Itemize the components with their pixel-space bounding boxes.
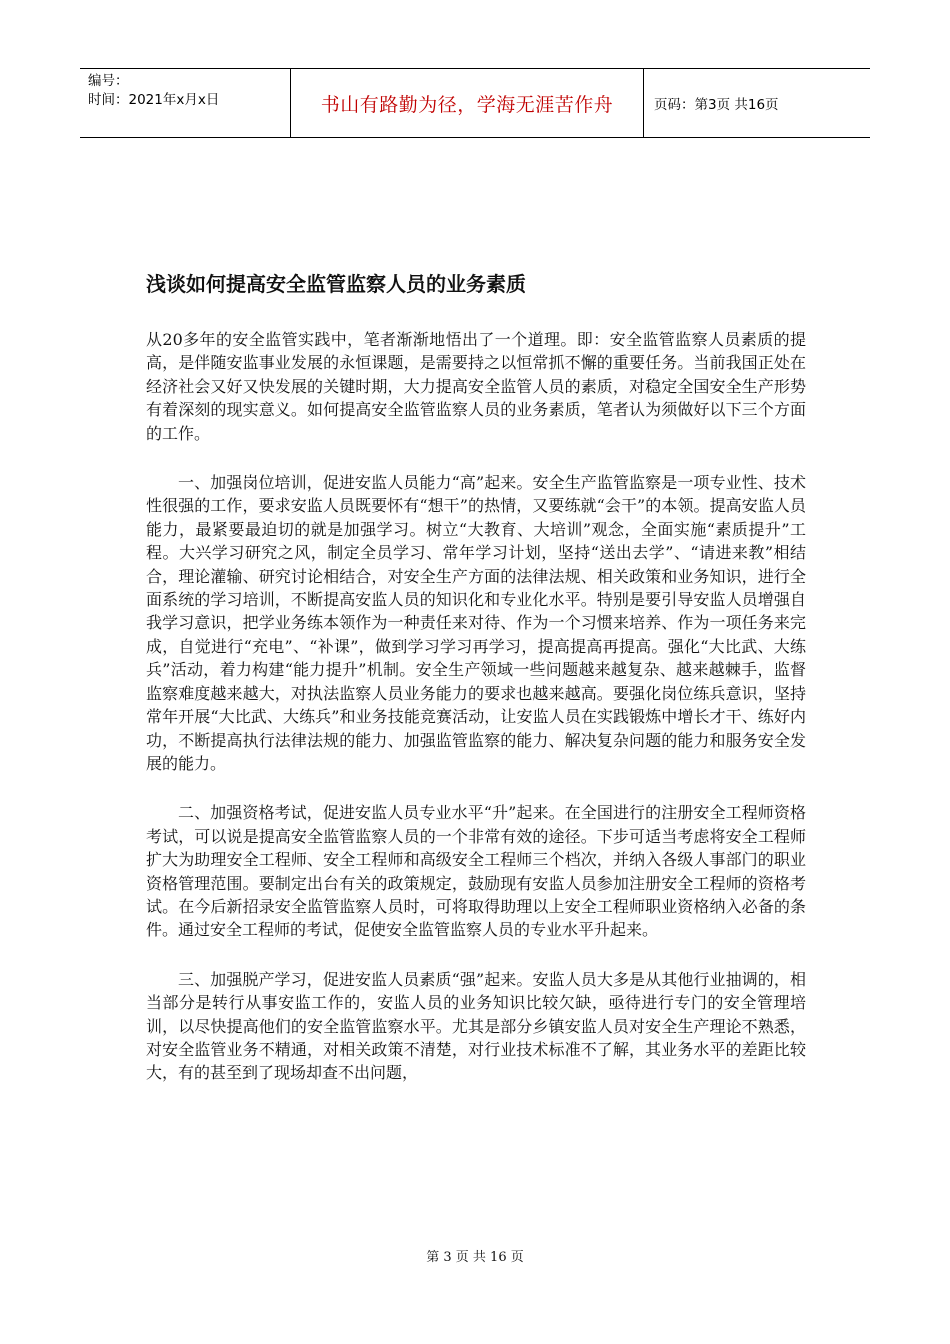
header-meta xyxy=(80,69,291,137)
section-three-paragraph: 三、加强脱产学习，促进安监人员素质“强”起来。安监人员大多是从其他行业抽调的，相当部分是转行从事安监工作的，安监人员的业务知识比较欠缺，亟待进行专门的安全管理培训，以尽快提高他们的安全监管监察水平。尤其是部分乡镇安监人员对安全生产理论不熟悉，对安全监管业务不精通，对相关政策不清楚，对行业技术标准不了解，其业务水平的差距比较大，有的甚至到了现场却查不出问题， xyxy=(146,969,806,1083)
header-page-info: 页码：第3页 共16页 xyxy=(654,97,779,113)
document-title: 浅谈如何提高安全监管监察人员的业务素质 xyxy=(146,272,526,296)
document-body xyxy=(146,328,806,1111)
date-label: 时间：2021年x月x日 xyxy=(88,92,220,108)
page-footer: 第 3 页 共 16 页 xyxy=(426,1250,524,1265)
section-one-paragraph: 一、加强岗位培训，促进安监人员能力“高”起来。安全生产监管监察是一项专业性、技术性很强的工作，要求安监人员既要怀有“想干”的热情，又要练就“会干”的本领。提高安监人员能力，最紧要最迫切的就是加强学习。树立“大教育、大培训”观念，全面实施“素质提升”工程。大兴学习研究之风，制定全员学习、常年学习计划，坚持“送出去学”、“请进来教”相结合，理论灌输、研究讨论相结合，对安全生产方面的法律法规、相关政策和业务知识，进行全面系统的学习培训，不断提高安监人员的知识化和专业化水平。特别是要引导安监人员增强自我学习意识，把学业务练本领作为一种责任来对待、作为一个习惯来培养、作为一项任务来完成，自觉进行“充电”、“补课”，做到学习学习再学习，提高提高再提高。强化“大比武、大练兵”活动，着力构建“能力提升”机制。安全生产领域一些问题越来越复杂、越来越棘手，监督监察难度越来越大，对执法监察人员业务能力的要求也越来越高。要强化岗位练兵意识，坚持常年开展“大比武、大练兵”和业务技能竞赛活动，让安监人员在实践锻炼中增长才干、练好内功，不断提高执行法律法规的能力、加强监管监察的能力、解决复杂问题的能力和服务安全发展的能力。 xyxy=(146,473,806,773)
page-header xyxy=(80,68,870,138)
intro-paragraph: 从20多年的安全监管实践中，笔者渐渐地悟出了一个道理。即：安全监管监察人员素质的提高，是伴随安监事业发展的永恒课题，是需要持之以恒常抓不懈的重要任务。当前我国正处在经济社会又好又快发展的关键时期，大力提高安全监管人员的素质，对稳定全国安全生产形势有着深刻的现实意义。如何提高安全监管监察人员的业务素质，笔者认为须做好以下三个方面的工作。 xyxy=(146,330,806,443)
section-two-paragraph: 二、加强资格考试，促进安监人员专业水平“升”起来。在全国进行的注册安全工程师资格考试，可以说是提高安全监管监察人员的一个非常有效的途径。下步可适当考虑将安全工程师扩大为助理安全工程师、安全工程师和高级安全工程师三个档次，并纳入各级人事部门的职业资格管理范围。要制定出台有关的政策规定，鼓励现有安监人员参加注册安全工程师的资格考试。在今后新招录安全监管监察人员时，可将取得助理以上安全工程师职业资格纳入必备的条件。通过安全工程师的考试，促使安全监管监察人员的专业水平升起来。 xyxy=(146,803,806,940)
serial-number-label: 编号： xyxy=(88,73,129,89)
header-motto: 书山有路勤为径，学海无涯苦作舟 xyxy=(291,69,644,137)
